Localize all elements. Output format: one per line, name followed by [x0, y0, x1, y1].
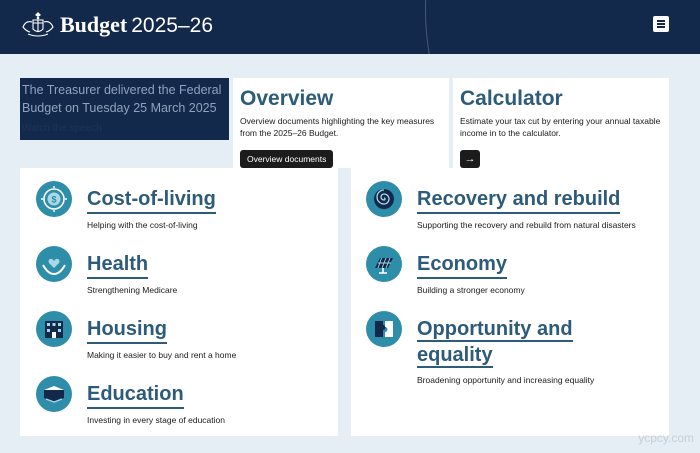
overview-description: Overview documents highlighting the key measures from the 2025–26 Budget.: [240, 116, 435, 138]
theme-description: Investing in every stage of education: [87, 415, 225, 425]
hero-text: The Treasurer delivered the Federal Budget on Tuesday 25 March 2025: [22, 83, 222, 115]
hero-banner: [20, 78, 229, 140]
brand-year: 2025–26: [131, 14, 214, 37]
theme-recovery-and-rebuild[interactable]: [366, 181, 656, 233]
theme-description: Supporting the recovery and rebuild from natural disasters: [417, 220, 636, 230]
calculator-card: [453, 78, 669, 168]
theme-opportunity-and-equality[interactable]: [366, 311, 656, 389]
menu-button[interactable]: [653, 16, 669, 32]
header-bar: [0, 0, 700, 54]
theme-title[interactable]: Cost-of-living: [87, 186, 216, 214]
menu-line-icon: [657, 26, 665, 28]
calculator-description: Estimate your tax cut by entering your annual taxable income in to the calculator.: [460, 116, 661, 138]
menu-line-icon: [657, 23, 665, 25]
brand-word: Budget: [60, 12, 128, 37]
book-icon: [36, 376, 72, 412]
dollar-clock-icon: [36, 181, 72, 217]
apartment-building-icon: [36, 311, 72, 347]
watermark: ycpcy.com: [638, 431, 694, 445]
theme-title[interactable]: Housing: [87, 316, 167, 344]
menu-line-icon: [657, 20, 665, 22]
theme-title-text: Opportunity and equality: [417, 318, 573, 366]
hands-heart-icon: [36, 246, 72, 282]
theme-title[interactable]: Recovery and rebuild: [417, 186, 620, 214]
theme-title[interactable]: [417, 316, 592, 368]
overview-card: [233, 78, 449, 168]
arrow-right-icon: →: [464, 153, 476, 165]
puzzle-icon: [366, 311, 402, 347]
theme-cost-of-living[interactable]: [36, 181, 326, 233]
overview-title[interactable]: Overview: [240, 87, 334, 110]
calculator-title[interactable]: Calculator: [460, 87, 563, 110]
solar-panel-icon: [366, 246, 402, 282]
theme-title[interactable]: Health: [87, 251, 148, 279]
coat-of-arms-icon[interactable]: [20, 11, 56, 39]
theme-housing[interactable]: [36, 311, 326, 363]
svg-text:$: $: [51, 194, 57, 205]
theme-title[interactable]: Education: [87, 381, 184, 409]
theme-health[interactable]: [36, 246, 326, 298]
hero-speech-link[interactable]: Watch the speech: [22, 123, 102, 134]
site-title[interactable]: [60, 12, 213, 39]
overview-documents-button[interactable]: Overview documents: [240, 150, 333, 168]
calculator-arrow-button[interactable]: [460, 150, 480, 168]
theme-description: Helping with the cost-of-living: [87, 220, 198, 230]
theme-description: Building a stronger economy: [417, 285, 525, 295]
theme-description: Broadening opportunity and increasing equality: [417, 375, 595, 385]
theme-description: Strengthening Medicare: [87, 285, 178, 295]
theme-education[interactable]: [36, 376, 326, 428]
theme-title[interactable]: Economy: [417, 251, 507, 279]
theme-economy[interactable]: [366, 246, 656, 298]
cyclone-icon: [366, 181, 402, 217]
theme-description: Making it easier to buy and rent a home: [87, 350, 237, 360]
